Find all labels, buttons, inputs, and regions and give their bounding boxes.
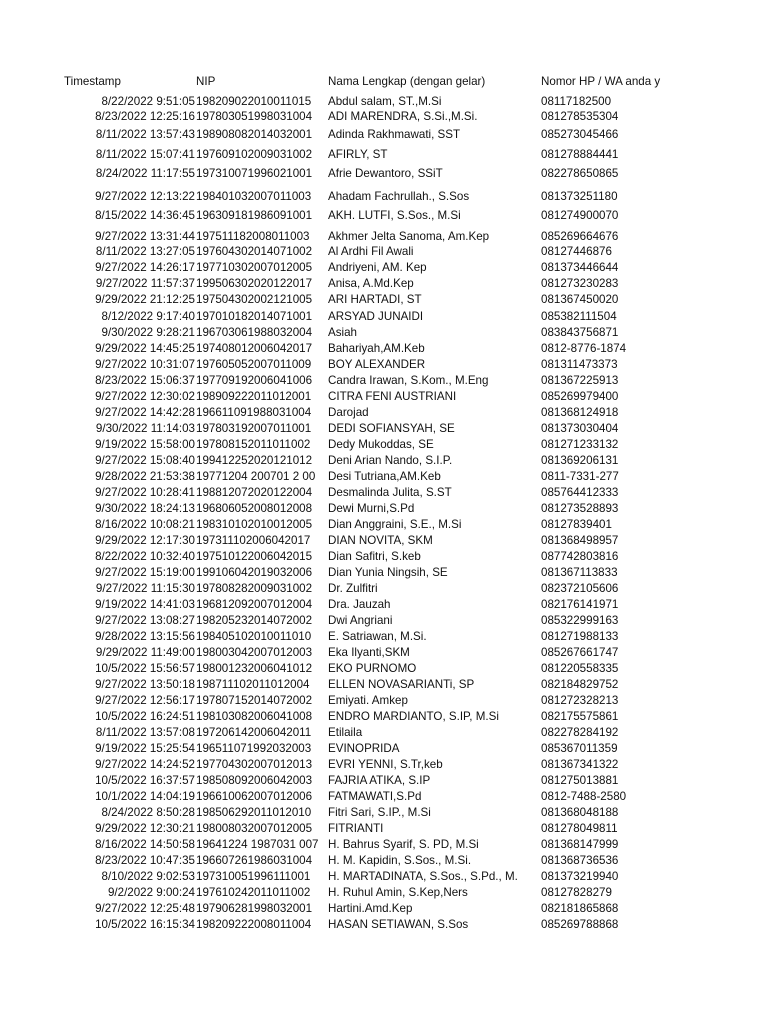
cell-phone[interactable]: 081311473373 [541,358,618,371]
table-row [0,885,768,900]
cell-nip[interactable]: 197704302007012013 [196,758,313,771]
cell-name[interactable]: FAJRIA ATIKA, S.IP [328,774,431,787]
cell-phone[interactable]: 081278049811 [541,822,618,835]
table-row [0,789,768,804]
cell-timestamp[interactable]: 9/27/2022 12:13:22 [95,190,195,203]
cell-timestamp[interactable]: 9/29/2022 21:12:25 [95,293,195,306]
table-row [0,94,768,109]
cell-name[interactable]: ELLEN NOVASARIANTi, SP [328,678,475,691]
cell-phone[interactable]: 08127446876 [541,245,612,258]
cell-name[interactable]: H. MARTADINATA, S.Sos., S.Pd., M. [328,870,518,883]
cell-nip[interactable]: 198209022010011015 [196,95,312,108]
cell-name[interactable]: Dian Anggraini, S.E., M.Si [328,518,462,531]
cell-nip[interactable]: 197206142006042011 [196,726,312,739]
table-row [0,341,768,356]
cell-name[interactable]: Akhmer Jelta Sanoma, Am.Kep [328,230,490,243]
cell-nip[interactable]: 196511071992032003 [196,742,312,755]
cell-name[interactable]: Emiyati. Amkep [328,694,408,707]
cell-name[interactable]: Darojad [328,406,369,419]
cell-phone[interactable]: 081278884441 [541,148,619,161]
table-row [0,373,768,388]
table-row [0,208,768,223]
cell-name[interactable]: Dian Safitri, S.keb [328,550,421,563]
cell-nip[interactable]: 197906281998032001 [196,902,313,915]
cell-nip[interactable]: 197510122006042015 [196,550,313,563]
cell-name[interactable]: AKH. LUTFI, S.Sos., M.Si [328,209,461,222]
table-row [0,917,768,932]
cell-nip[interactable]: 197604302014071002 [196,245,313,258]
table-row [0,533,768,548]
table-row [0,693,768,708]
cell-nip[interactable]: 198405102010011010 [196,630,312,643]
cell-nip[interactable]: 197610242011011002 [196,886,311,899]
cell-nip[interactable]: 198508092006042003 [196,774,313,787]
cell-nip[interactable]: 197504302002121005 [196,293,313,306]
cell-name[interactable]: Adinda Rakhmawati, SST [328,128,461,141]
cell-nip[interactable]: 197310051996111001 [196,870,311,883]
cell-timestamp[interactable]: 9/29/2022 14:45:25 [95,342,195,355]
cell-nip[interactable]: 197803192007011001 [196,422,312,435]
cell-phone[interactable]: 082175575861 [541,710,619,723]
cell-timestamp[interactable]: 9/27/2022 14:24:52 [95,758,195,771]
cell-timestamp[interactable]: 10/5/2022 16:24:51 [95,710,195,723]
cell-phone[interactable]: 081368147999 [541,838,619,851]
cell-phone[interactable]: 085269788868 [541,918,619,931]
cell-name[interactable]: Candra Irawan, S.Kom., M.Eng [328,374,489,387]
table-row [0,229,768,244]
cell-phone[interactable]: 08117182500 [541,95,612,108]
cell-timestamp[interactable]: 10/1/2022 14:04:19 [95,790,195,803]
cell-nip[interactable]: 196611091988031004 [196,406,312,419]
cell-timestamp[interactable]: 8/23/2022 15:06:37 [95,374,195,387]
cell-nip[interactable]: 197310071996021001 [196,167,313,180]
cell-name[interactable]: H. M. Kapidin, S.Sos., M.Si. [328,854,472,867]
cell-timestamp[interactable]: 8/24/2022 8:50:28 [101,806,195,819]
cell-name[interactable]: Asiah [328,326,358,339]
cell-nip[interactable]: 197709192006041006 [196,374,313,387]
cell-timestamp[interactable]: 9/27/2022 15:19:00 [95,566,195,579]
table-row [0,501,768,516]
table-row [0,725,768,740]
cell-timestamp[interactable]: 9/27/2022 14:26:17 [95,261,195,274]
cell-nip[interactable]: 196703061988032004 [196,326,313,339]
cell-timestamp[interactable]: 9/29/2022 11:49:00 [95,646,195,659]
cell-phone[interactable]: 081273230283 [541,277,619,290]
cell-phone[interactable]: 081373446644 [541,261,619,274]
cell-phone[interactable]: 087742803816 [541,550,619,563]
table-row [0,147,768,162]
cell-nip[interactable]: 197807152014072002 [196,694,313,707]
cell-phone[interactable]: 0812-8776-1874 [541,342,627,355]
cell-nip[interactable]: 197808282009031002 [196,582,313,595]
header-timestamp[interactable]: Timestamp [64,75,121,88]
cell-phone[interactable]: 081272328213 [541,694,619,707]
table-row [0,837,768,852]
table-row [0,421,768,436]
cell-name[interactable]: Dedy Mukoddas, SE [328,438,434,451]
table-row [0,661,768,676]
cell-timestamp[interactable]: 9/27/2022 12:25:48 [95,902,195,915]
cell-phone[interactable]: 0811-7331-277 [541,470,619,483]
cell-phone[interactable]: 082181865868 [541,902,619,915]
cell-nip[interactable]: 198003042007012003 [196,646,313,659]
cell-timestamp[interactable]: 8/15/2022 14:36:45 [95,209,195,222]
cell-nip[interactable]: 19641224 1987031 007 [196,838,319,851]
cell-nip[interactable]: 197605052007011009 [196,358,312,371]
table-row [0,244,768,259]
cell-nip[interactable]: 198909222011012001 [196,390,312,403]
cell-nip[interactable]: 198812072020122004 [196,486,313,499]
cell-timestamp[interactable]: 9/28/2022 13:15:56 [95,630,195,643]
cell-name[interactable]: DIAN NOVITA, SKM [328,534,433,547]
cell-name[interactable]: Dwi Angriani [328,614,393,627]
table-row [0,357,768,372]
cell-timestamp[interactable]: 8/10/2022 9:02:53 [101,870,195,883]
cell-nip[interactable]: 198103082006041008 [196,710,313,723]
cell-timestamp[interactable]: 8/11/2022 15:07:41 [95,148,195,161]
cell-timestamp[interactable]: 9/30/2022 18:24:13 [95,502,195,515]
cell-nip[interactable]: 198008032007012005 [196,822,313,835]
cell-timestamp[interactable]: 9/27/2022 11:15:30 [95,582,195,595]
table-row [0,437,768,452]
cell-name[interactable]: AFIRLY, ST [328,148,388,161]
table-row [0,166,768,181]
cell-name[interactable]: H. Bahrus Syarif, S. PD, M.Si [328,838,479,851]
cell-phone[interactable]: 085322999163 [541,614,619,627]
cell-timestamp[interactable]: 8/12/2022 9:17:40 [101,310,195,323]
table-row [0,453,768,468]
cell-timestamp[interactable]: 9/19/2022 14:41:03 [95,598,195,611]
cell-phone[interactable]: 081278535304 [541,110,619,123]
cell-timestamp[interactable]: 8/11/2022 13:57:08 [95,726,195,739]
cell-name[interactable]: Anisa, A.Md.Kep [328,277,414,290]
cell-nip[interactable]: 197408012006042017 [196,342,313,355]
cell-timestamp[interactable]: 8/22/2022 9:51:05 [101,95,195,108]
cell-phone[interactable]: 081368736536 [541,854,619,867]
cell-name[interactable]: H. Ruhul Amin, S.Kep,Ners [328,886,468,899]
cell-phone[interactable]: 085382111504 [541,310,617,323]
cell-phone[interactable]: 085764412333 [541,486,619,499]
cell-phone[interactable]: 081367113833 [541,566,618,579]
cell-timestamp[interactable]: 8/22/2022 10:32:40 [95,550,195,563]
cell-timestamp[interactable]: 8/16/2022 14:50:58 [95,838,195,851]
cell-name[interactable]: EVINOPRIDA [328,742,400,755]
table-row [0,276,768,291]
cell-nip[interactable]: 198205232014072002 [196,614,313,627]
cell-nip[interactable]: 198310102010012005 [196,518,313,531]
cell-phone[interactable]: 082372105606 [541,582,619,595]
cell-timestamp[interactable]: 9/27/2022 14:42:28 [95,406,195,419]
cell-nip[interactable]: 199106042019032006 [196,566,313,579]
cell-timestamp[interactable]: 9/19/2022 15:25:54 [95,742,195,755]
table-row [0,853,768,868]
cell-phone[interactable]: 082278650865 [541,167,619,180]
cell-phone[interactable]: 081367341322 [541,758,619,771]
cell-timestamp[interactable]: 9/27/2022 10:28:41 [95,486,195,499]
cell-timestamp[interactable]: 9/30/2022 9:28:21 [101,326,195,339]
cell-name[interactable]: Dian Yunia Ningsih, SE [328,566,448,579]
cell-name[interactable]: DEDI SOFIANSYAH, SE [328,422,455,435]
cell-timestamp[interactable]: 8/23/2022 10:47:35 [95,854,195,867]
table-row [0,901,768,916]
cell-timestamp[interactable]: 9/27/2022 10:31:07 [95,358,195,371]
cell-nip[interactable]: 196607261986031004 [196,854,313,867]
table-row [0,405,768,420]
cell-name[interactable]: BOY ALEXANDER [328,358,426,371]
cell-nip[interactable]: 198001232006041012 [196,662,313,675]
table-row [0,127,768,142]
cell-nip[interactable]: 197803051998031004 [196,110,313,123]
cell-timestamp[interactable]: 9/30/2022 11:14:03 [95,422,195,435]
cell-timestamp[interactable]: 9/27/2022 12:30:02 [95,390,195,403]
table-row [0,709,768,724]
cell-name[interactable]: E. Satriawan, M.Si. [328,630,427,643]
header-phone[interactable]: Nomor HP / WA anda y [541,75,661,88]
cell-name[interactable]: Fitri Sari, S.IP., M.Si [328,806,431,819]
cell-timestamp[interactable]: 9/27/2022 12:56:17 [95,694,195,707]
cell-name[interactable]: Ahadam Fachrullah., S.Sos [328,190,470,203]
table-row [0,325,768,340]
cell-timestamp[interactable]: 10/5/2022 16:15:34 [95,918,195,931]
cell-phone[interactable]: 081369206131 [541,454,619,467]
cell-name[interactable]: Afrie Dewantoro, SSiT [328,167,443,180]
table-row [0,292,768,307]
cell-name[interactable]: Desmalinda Julita, S.ST [328,486,452,499]
cell-timestamp[interactable]: 8/11/2022 13:27:05 [95,245,195,258]
cell-nip[interactable]: 196309181986091001 [196,209,313,222]
table-row [0,773,768,788]
table-row [0,741,768,756]
table-row [0,309,768,324]
cell-timestamp[interactable]: 9/29/2022 12:17:30 [95,534,195,547]
cell-nip[interactable]: 196812092007012004 [196,598,313,611]
cell-phone[interactable]: 081373219940 [541,870,619,883]
cell-phone[interactable]: 081368124918 [541,406,619,419]
cell-timestamp[interactable]: 9/29/2022 12:30:21 [95,822,195,835]
cell-phone[interactable]: 081373030404 [541,422,619,435]
cell-name[interactable]: Deni Arian Nando, S.I.P. [328,454,453,467]
cell-timestamp[interactable]: 8/24/2022 11:17:55 [95,167,195,180]
cell-name[interactable]: Eka Ilyanti,SKM [328,646,410,659]
cell-nip[interactable]: 198908082014032001 [196,128,313,141]
cell-name[interactable]: Dr. Zulfitri [328,582,378,595]
table-row [0,469,768,484]
table-row [0,260,768,275]
cell-timestamp[interactable]: 9/27/2022 13:31:44 [95,230,195,243]
cell-nip[interactable]: 198401032007011003 [196,190,312,203]
cell-nip[interactable]: 199412252020121012 [196,454,313,467]
cell-phone[interactable]: 08127839401 [541,518,612,531]
cell-nip[interactable]: 198209222008011004 [196,918,312,931]
cell-nip[interactable]: 198506292011012010 [196,806,312,819]
table-row [0,189,768,204]
cell-phone[interactable]: 0812-7488-2580 [541,790,627,803]
cell-phone[interactable]: 083843756871 [541,326,619,339]
cell-timestamp[interactable]: 9/27/2022 11:57:37 [95,277,195,290]
cell-timestamp[interactable]: 9/19/2022 15:58:00 [95,438,195,451]
cell-name[interactable]: HASAN SETIAWAN, S.Sos [328,918,469,931]
cell-name[interactable]: EKO PURNOMO [328,662,417,675]
cell-phone[interactable]: 081368498957 [541,534,619,547]
cell-name[interactable]: Andriyeni, AM. Kep [328,261,427,274]
cell-name[interactable]: ADI MARENDRA, S.Si.,M.Si. [328,110,478,123]
table-row [0,597,768,612]
cell-timestamp[interactable]: 9/28/2022 21:53:38 [95,470,195,483]
table-row [0,629,768,644]
cell-phone[interactable]: 081367225913 [541,374,619,387]
cell-nip[interactable]: 198711102011012004 [196,678,310,691]
table-row [0,677,768,692]
cell-timestamp[interactable]: 8/16/2022 10:08:21 [95,518,195,531]
cell-phone[interactable]: 081220558335 [541,662,619,675]
cell-timestamp[interactable]: 9/27/2022 15:08:40 [95,454,195,467]
cell-timestamp[interactable]: 9/27/2022 13:50:18 [95,678,195,691]
cell-phone[interactable]: 081275013881 [541,774,619,787]
cell-phone[interactable]: 082184829752 [541,678,619,691]
cell-phone[interactable]: 085267661747 [541,646,619,659]
cell-nip[interactable]: 197010182014071001 [196,310,313,323]
cell-phone[interactable]: 081373251180 [541,190,618,203]
cell-name[interactable]: CITRA FENI AUSTRIANI [328,390,457,403]
cell-timestamp[interactable]: 10/5/2022 15:56:57 [95,662,195,675]
cell-phone[interactable]: 081271233132 [541,438,619,451]
header-nip[interactable]: NIP [196,75,216,88]
cell-nip[interactable]: 197808152011011002 [196,438,311,451]
cell-name[interactable]: Dra. Jauzah [328,598,391,611]
cell-phone[interactable]: 081274900070 [541,209,619,222]
table-row [0,517,768,532]
cell-phone[interactable]: 082176141971 [541,598,619,611]
cell-nip[interactable]: 196610062007012006 [196,790,313,803]
cell-name[interactable]: Desi Tutriana,AM.Keb [328,470,441,483]
table-row [0,565,768,580]
table-row [0,645,768,660]
cell-name[interactable]: FITRIANTI [328,822,384,835]
cell-nip[interactable]: 199506302020122017 [196,277,313,290]
cell-nip[interactable]: 196806052008012008 [196,502,313,515]
cell-phone[interactable]: 085367011359 [541,742,618,755]
table-row [0,581,768,596]
cell-timestamp[interactable]: 8/23/2022 12:25:16 [95,110,195,123]
cell-name[interactable]: Dewi Murni,S.Pd [328,502,415,515]
cell-phone[interactable]: 082278284192 [541,726,619,739]
cell-phone[interactable]: 081368048188 [541,806,619,819]
cell-name[interactable]: ENDRO MARDIANTO, S.IP, M.Si [328,710,499,723]
cell-timestamp[interactable]: 9/2/2022 9:00:24 [107,886,195,899]
cell-phone[interactable]: 085273045466 [541,128,619,141]
cell-name[interactable]: ARI HARTADI, ST [328,293,422,306]
cell-name[interactable]: Etilaila [328,726,363,739]
header-name[interactable]: Nama Lengkap (dengan gelar) [328,75,486,88]
cell-phone[interactable]: 085269664676 [541,230,619,243]
cell-phone[interactable]: 081367450020 [541,293,619,306]
cell-phone[interactable]: 081273528893 [541,502,619,515]
cell-phone[interactable]: 08127828279 [541,886,612,899]
cell-name[interactable]: Al Ardhi Fil Awali [328,245,414,258]
cell-name[interactable]: Bahariyah,AM.Keb [328,342,425,355]
cell-nip[interactable]: 197710302007012005 [196,261,313,274]
cell-name[interactable]: Abdul salam, ST.,M.Si [328,95,442,108]
table-row [0,549,768,564]
cell-timestamp[interactable]: 10/5/2022 16:37:57 [95,774,195,787]
cell-timestamp[interactable]: 9/27/2022 13:08:27 [95,614,195,627]
cell-phone[interactable]: 081271988133 [541,630,619,643]
cell-name[interactable]: Hartini.Amd.Kep [328,902,413,915]
cell-phone[interactable]: 085269979400 [541,390,619,403]
cell-name[interactable]: ARSYAD JUNAIDI [328,310,424,323]
table-row [0,805,768,820]
header-row [0,74,768,89]
table-row [0,613,768,628]
table-row [0,821,768,836]
cell-nip[interactable]: 197609102009031002 [196,148,313,161]
cell-timestamp[interactable]: 8/11/2022 13:57:43 [95,128,195,141]
cell-nip[interactable]: 19771204 200701 2 00 [196,470,316,483]
cell-nip[interactable]: 197511182008011003 [196,230,310,243]
table-row [0,485,768,500]
cell-name[interactable]: FATMAWATI,S.Pd [328,790,422,803]
table-row [0,869,768,884]
table-row [0,757,768,772]
cell-name[interactable]: EVRI YENNI, S.Tr,keb [328,758,443,771]
table-row [0,109,768,124]
cell-nip[interactable]: 197311102006042017 [196,534,311,547]
table-row [0,389,768,404]
